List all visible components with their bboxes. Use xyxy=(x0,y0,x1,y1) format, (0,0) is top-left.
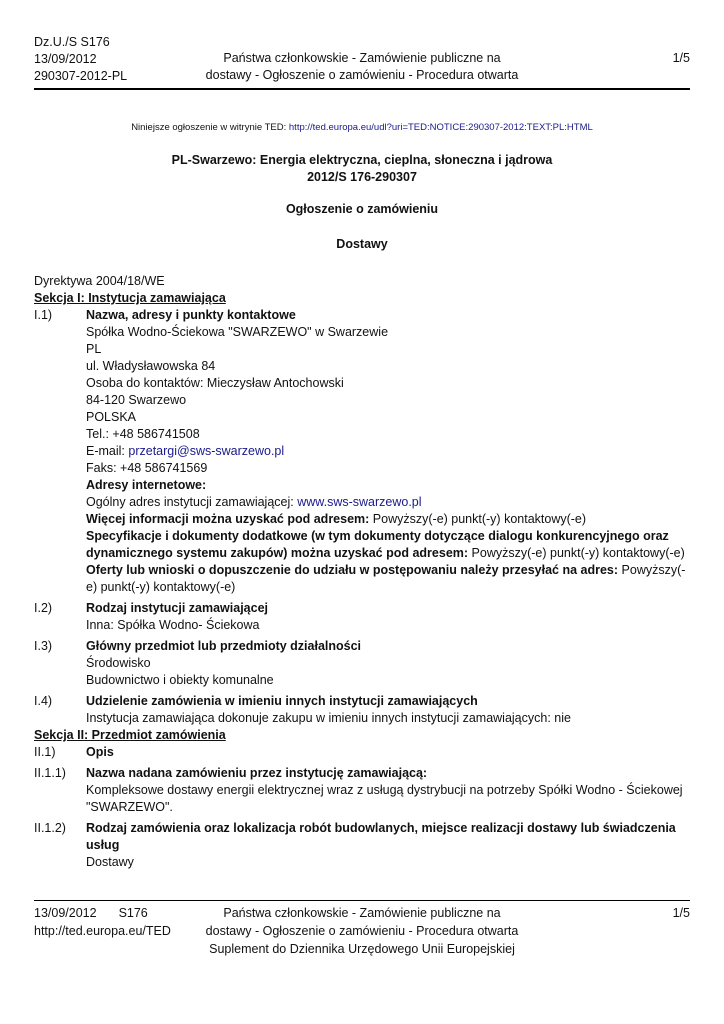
item-number: I.3) xyxy=(34,639,53,653)
header-title-line2: dostawy - Ogłoszenie o zamówieniu - Procedura otwarta xyxy=(205,68,519,82)
email-link[interactable]: przetargi@sws-swarzewo.pl xyxy=(128,444,285,458)
footer-line1: Państwa członkowskie - Zamówienie publiczne na xyxy=(223,906,501,920)
notice-type: Ogłoszenie o zamówieniu xyxy=(285,202,439,216)
contact-person: Osoba do kontaktów: Mieczysław Antochowski xyxy=(86,376,344,390)
postal-code: 84-120 Swarzewo xyxy=(86,393,187,407)
header-title xyxy=(184,50,540,84)
org-name: Spółka Wodno-Ściekowa "SWARZEWO" w Swarzewie xyxy=(86,325,389,339)
item-ii1 xyxy=(34,744,690,761)
web-line xyxy=(86,494,690,511)
directive: Dyrektywa 2004/18/WE xyxy=(34,274,165,288)
item-label: Główny przedmiot lub przedmioty działalności xyxy=(86,639,362,653)
header-doc-id: 290307-2012-PL xyxy=(34,69,128,83)
header-page-number: 1/5 xyxy=(672,51,690,65)
offers-value: Powyższy(-e) punkt(-y) kontaktowy(-e) xyxy=(86,563,686,594)
ted-notice-text: Niniejsze ogłoszenie w witrynie TED: xyxy=(131,122,289,133)
item-value: Inna: Spółka Wodno- Ściekowa xyxy=(86,618,260,632)
fax: Faks: +48 586741569 xyxy=(86,461,208,475)
item-value: Środowisko xyxy=(86,656,151,670)
offers-info xyxy=(86,562,690,596)
footer-left xyxy=(34,904,171,940)
web-link[interactable]: www.sws-swarzewo.pl xyxy=(297,495,422,509)
item-number: II.1) xyxy=(34,745,56,759)
document-body xyxy=(34,273,690,871)
ted-notice xyxy=(34,122,690,133)
item-label: Nazwa nadana zamówieniu przez instytucję zamawiającą: xyxy=(86,766,428,780)
specs-label: Specyfikacje i dokumenty dodatkowe (w tym dokumenty dotyczące dialogu konkurencyjnego oraz dynamicznego systemu zakupów) można uzyskać pod adresem: xyxy=(86,529,669,560)
item-label: Nazwa, adresy i punkty kontaktowe xyxy=(86,308,296,322)
item-number: II.1.2) xyxy=(34,821,66,835)
footer-line3: Suplement do Dziennika Urzędowego Unii Europejskiej xyxy=(209,942,515,956)
footer-line2: dostawy - Ogłoszenie o zamówieniu - Procedura otwarta xyxy=(205,924,519,938)
web-label: Ogólny adres instytucji zamawiającej: xyxy=(86,495,298,509)
contract-type: Dostawy xyxy=(336,237,388,251)
item-value: Instytucja zamawiająca dokonuje zakupu w imieniu innych instytucji zamawiających: nie xyxy=(86,711,571,725)
item-label: Rodzaj zamówienia oraz lokalizacja robót budowlanych, miejsce realizacji dostawy lub świadczenia usług xyxy=(86,821,676,852)
header-left xyxy=(34,34,127,85)
street: ul. Władysławowska 84 xyxy=(86,359,216,373)
offers-label: Oferty lub wnioski o dopuszczenie do udziału w postępowaniu należy przesyłać na adres: xyxy=(86,563,619,577)
title-line2: 2012/S 176-290307 xyxy=(307,170,417,184)
item-ii12 xyxy=(34,820,690,871)
item-number: I.4) xyxy=(34,694,53,708)
header-date: 13/09/2012 xyxy=(34,52,97,66)
header-journal: Dz.U./S S176 xyxy=(34,35,110,49)
document-title xyxy=(34,152,690,186)
email-label: E-mail: xyxy=(86,444,129,458)
item-ii11 xyxy=(34,765,690,816)
item-number: I.1) xyxy=(34,308,53,322)
footer-url: http://ted.europa.eu/TED xyxy=(34,924,171,938)
email-line xyxy=(86,443,690,460)
page-footer xyxy=(34,900,690,956)
more-info-value: Powyższy(-e) punkt(-y) kontaktowy(-e) xyxy=(369,512,587,526)
country-code: PL xyxy=(86,342,102,356)
item-value: Dostawy xyxy=(86,855,134,869)
country: POLSKA xyxy=(86,410,137,424)
more-info xyxy=(86,511,690,528)
telephone: Tel.: +48 586741508 xyxy=(86,427,200,441)
item-label: Opis xyxy=(86,745,114,759)
item-label: Rodzaj instytucji zamawiającej xyxy=(86,601,269,615)
specs-value: Powyższy(-e) punkt(-y) kontaktowy(-e) xyxy=(468,546,685,560)
item-label: Udzielenie zamówienia w imieniu innych instytucji zamawiających xyxy=(86,694,478,708)
item-i1 xyxy=(34,307,690,596)
footer-title xyxy=(184,904,540,958)
footer-page-number: 1/5 xyxy=(672,906,690,920)
item-value: Budownictwo i obiekty komunalne xyxy=(86,673,274,687)
specs-info xyxy=(86,528,690,562)
item-number: I.2) xyxy=(34,601,53,615)
item-i4 xyxy=(34,693,690,727)
title-line1: PL-Swarzewo: Energia elektryczna, cieplna, słoneczna i jądrowa xyxy=(171,153,553,167)
section2-heading: Sekcja II: Przedmiot zamówienia xyxy=(34,728,226,742)
page-header xyxy=(34,34,690,90)
ted-notice-link[interactable]: http://ted.europa.eu/udl?uri=TED:NOTICE:290307-2012:TEXT:PL:HTML xyxy=(288,122,593,133)
item-value: Kompleksowe dostawy energii elektrycznej wraz z usługą dystrybucji na potrzeby Spółki Wodno - Ściekowej "SWARZEWO". xyxy=(86,783,683,814)
item-i3 xyxy=(34,638,690,689)
item-number: II.1.1) xyxy=(34,766,66,780)
footer-date: 13/09/2012 xyxy=(34,906,97,920)
more-info-label: Więcej informacji można uzyskać pod adresem: xyxy=(86,512,370,526)
header-title-line1: Państwa członkowskie - Zamówienie publiczne na xyxy=(223,51,501,65)
section1-heading: Sekcja I: Instytucja zamawiająca xyxy=(34,291,226,305)
web-heading: Adresy internetowe: xyxy=(86,478,207,492)
item-i2 xyxy=(34,600,690,634)
footer-journal: S176 xyxy=(118,906,148,920)
